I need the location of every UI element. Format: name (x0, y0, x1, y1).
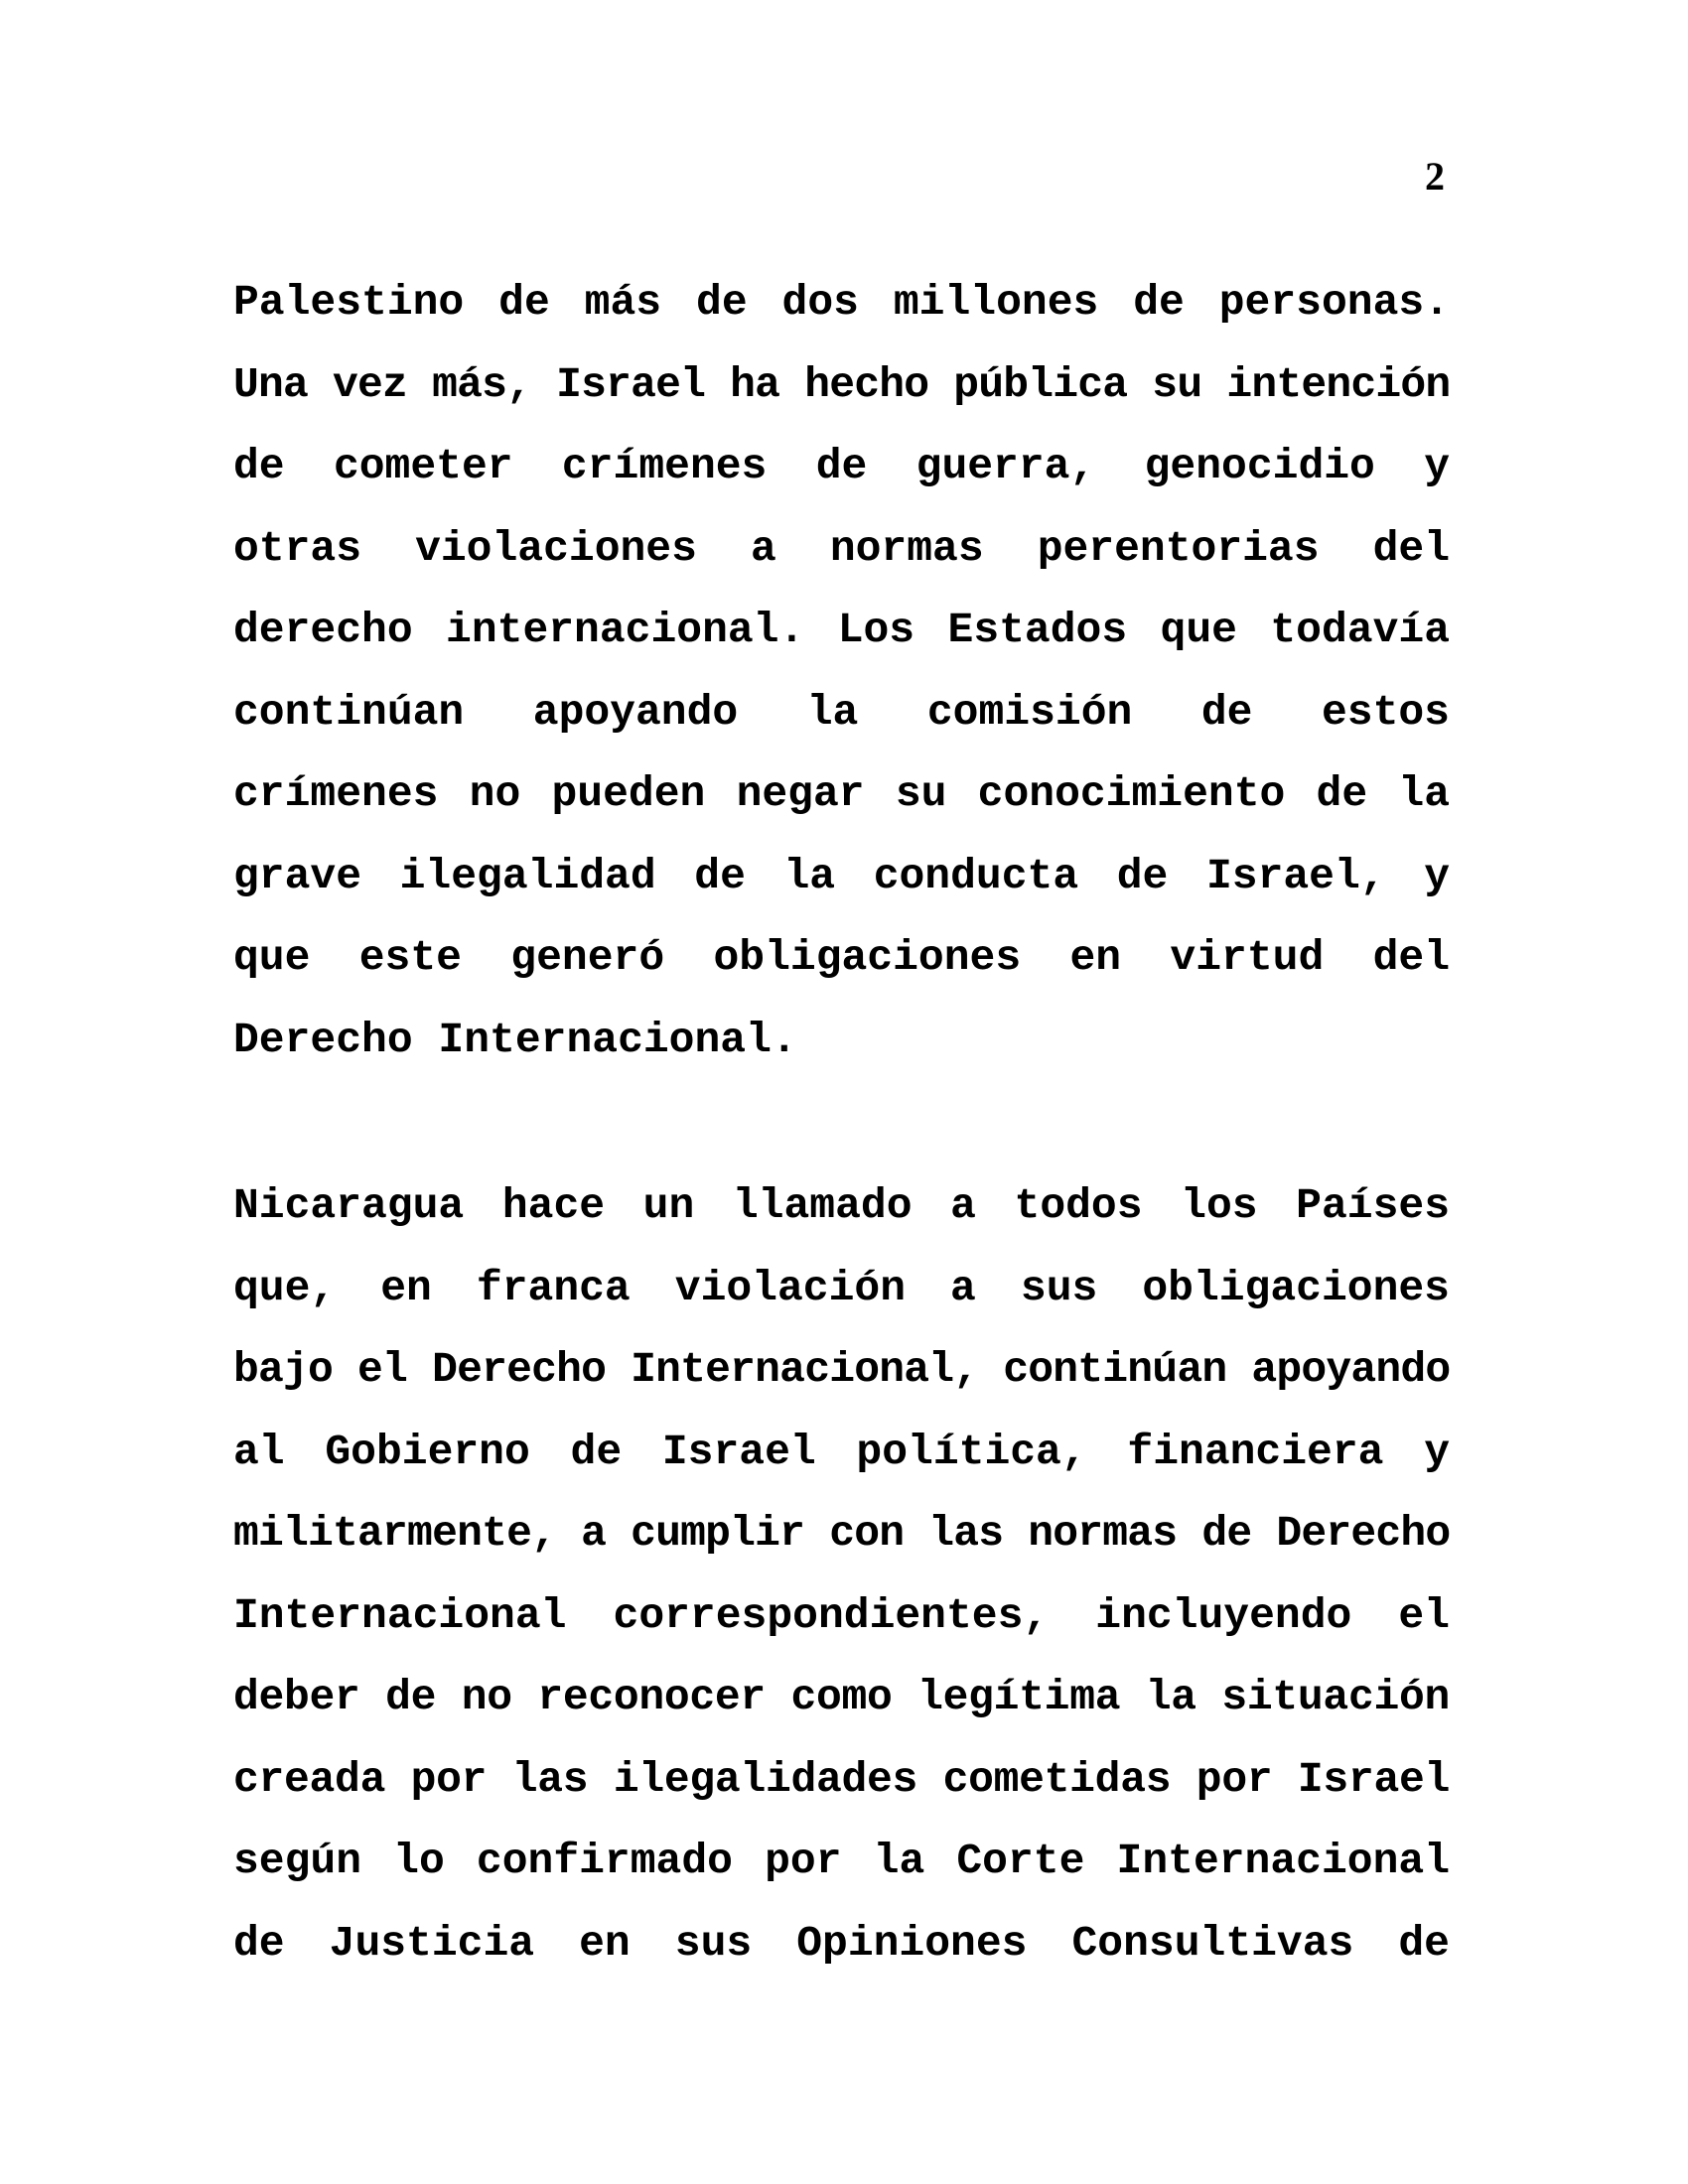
text-line: grave ilegalidad de la conducta de Israel, y (233, 851, 1450, 900)
paragraph-2 (233, 1165, 1450, 1984)
text-line: creada por las ilegalidades cometidas por Israel (233, 1754, 1450, 1804)
text-line: al Gobierno de Israel política, financiera y (233, 1427, 1450, 1476)
text-line: de cometer crímenes de guerra, genocidio y (233, 442, 1450, 490)
text-line: de Justicia en sus Opiniones Consultivas de (233, 1918, 1450, 1968)
text-line: continúan apoyando la comisión de estos (233, 687, 1450, 737)
text-line: Nicaragua hace un llamado a todos los Países (233, 1181, 1450, 1230)
text-line: que, en franca violación a sus obligaciones (233, 1263, 1450, 1312)
text-line: crímenes no pueden negar su conocimiento de la (233, 769, 1450, 818)
text-line: Palestino de más de dos millones de personas. (233, 278, 1450, 327)
text-line: Una vez más, Israel ha hecho pública su intención (233, 359, 1451, 409)
text-line: derecho internacional. Los Estados que todavía (233, 606, 1450, 654)
text-line: militarmente, a cumplir con las normas de Derecho (233, 1509, 1451, 1558)
text-line: Derecho Internacional. (233, 1015, 797, 1064)
page-number: 2 (1425, 154, 1445, 199)
text-line: según lo confirmado por la Corte Internacional (233, 1837, 1450, 1885)
text-line: bajo el Derecho Internacional, continúan apoyando (233, 1345, 1451, 1394)
text-line: Internacional correspondientes, incluyendo el (233, 1590, 1450, 1640)
text-line: deber de no reconocer como legítima la situación (233, 1673, 1450, 1721)
paragraph-1 (233, 262, 1450, 1081)
text-line: otras violaciones a normas perentorias del (233, 523, 1450, 573)
text-line: que este generó obligaciones en virtud del (233, 933, 1450, 982)
